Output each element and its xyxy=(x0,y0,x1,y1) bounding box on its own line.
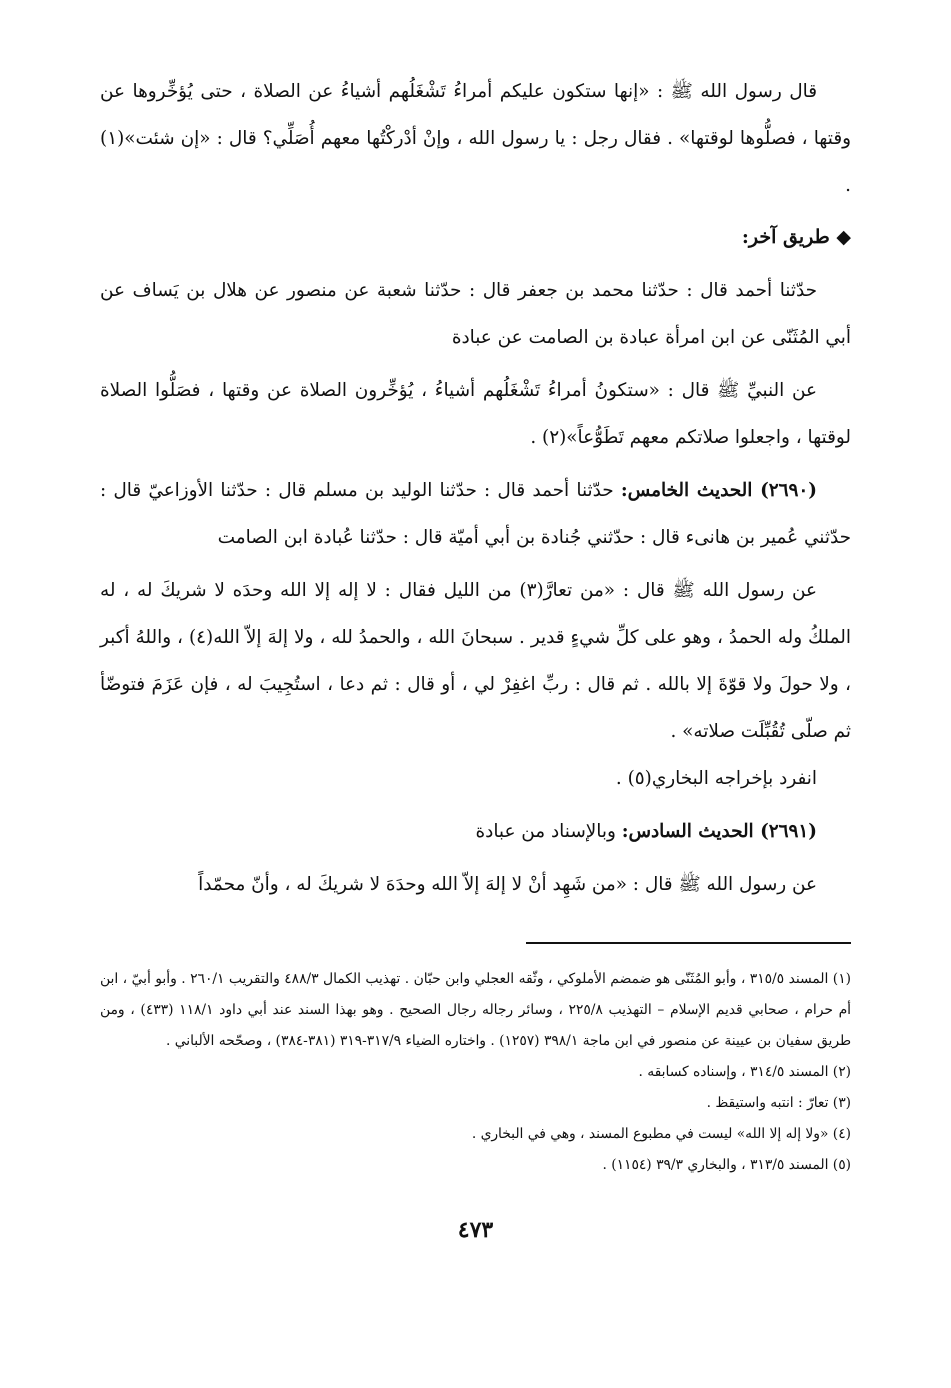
footnote-separator xyxy=(526,942,851,944)
isnad-paragraph-1: حدّثنا أحمد قال : حدّثنا محمد بن جعفر قال : حدّثنا شعبة عن منصور عن هلال بن يَساف عن أبي المُثَنّى عن ابن امرأة عبادة بن الصامت عن عبادة xyxy=(100,280,851,348)
hadith-2691-paragraph xyxy=(100,808,851,855)
page-number: ٤٧٣ xyxy=(457,1217,494,1243)
footnote-2: (٢) المسند ٣١٤/٥ ، وإسناده كسابقه . xyxy=(638,1064,851,1080)
hadith-paragraph-2: عن النبيِّ ﷺ قال : «ستكونُ أمراءُ تَشْغَلُهم أشياءُ ، يُؤخِّرون الصلاة عن وقتها ، فصَلُّوا الصلاة لوقتها ، واجعلوا صلاتكم معهم تَطَوُّعاً»(٢) . xyxy=(100,380,851,448)
takhrij-line: انفرد بإخراجه البخاري(٥) . xyxy=(615,768,817,789)
hadith-2690-paragraph xyxy=(100,467,851,561)
footnote-4: (٤) «ولا إله إلا الله» ليست في مطبوع المسند ، وهي في البخاري . xyxy=(471,1126,851,1142)
section-heading-another-route: ◆ طريق آخر: xyxy=(741,226,851,248)
hadith-2690-isnad: حدّثنا أحمد قال : حدّثنا الوليد بن مسلم قال : حدّثنا الأوزاعيّ قال : حدّثني عُمير بن هانىء قال : حدّثني جُنادة بن أبي أميّة قال : حدّثنا عُبادة ابن الصامت xyxy=(100,480,851,548)
footnote-5: (٥) المسند ٣١٣/٥ ، والبخاري ٣٩/٣ (١١٥٤) . xyxy=(602,1157,851,1173)
footnote-3: (٣) تعارّ : انتبه واستيقظ . xyxy=(706,1095,851,1111)
hadith-2691-label: (٢٦٩١) الحديث السادس: xyxy=(621,821,817,842)
hadith-paragraph-1: قال رسول الله ﷺ : «إنها ستكون عليكم أمراءُ تَشْغَلُهم أشياءُ عن الصلاة ، حتى يُؤخِّروها عن وقتها ، فصلُّوها لوقتها» . فقال رجل : يا رسول الله ، وإنْ أدْركْتُها معهم أُصَلِّي؟ قال : «إن شئت»(١) . xyxy=(100,81,851,196)
hadith-2690-label: (٢٦٩٠) الحديث الخامس: xyxy=(620,480,817,501)
hadith-2691-isnad: وبالإسناد من عبادة xyxy=(475,821,616,842)
footnote-1: (١) المسند ٣١٥/٥ ، وأبو المُثَنّى هو ضمضم الأملوكي ، وثّقه العجلي وابن حبّان . تهذيب الكمال ٤٨٨/٣ والتقريب ٢٦٠/١ . وأبو أبيّ ، ابن أم حرام ، صحابي قديم الإسلام – التهذيب ٢٢٥/٨ ، وسائر رجاله رجال الصحيح . وهو بهذا السند عند أبي داود ١١٨/١ (٤٣٣) ، ومن طريق سفيان بن عيينة عن منصور في ابن ماجة ٣٩٨/١ (١٢٥٧) . واختاره الضياء ٣١٧/٩-٣١٩ (٣٨١-٣٨٤) ، وصحّحه الألباني . xyxy=(100,971,851,1049)
hadith-paragraph-3: عن رسول الله ﷺ قال : «من تعارَّ(٣) من الليل فقال : لا إله إلا الله وحدَه لا شريكَ له ، له الملكُ وله الحمدُ ، وهو على كلِّ شيءٍ قدير . سبحانَ الله ، والحمدُ لله ، ولا إلهَ إلاّ الله(٤) ، واللهُ أكبر ، ولا حولَ ولا قوّةَ إلا بالله . ثم قال : ربِّ اغفِرْ لي ، أو قال : ثم دعا ، استُجِيبَ له ، فإن عَزَمَ فتوضّأ ثم صلّى تُقُبِّلَت صلاته» . xyxy=(100,580,851,742)
hadith-paragraph-4: عن رسول الله ﷺ قال : «من شَهِد أنْ لا إلهَ إلاّ الله وحدَهَ لا شريكَ له ، وأنّ محمّداً xyxy=(198,874,817,895)
footnotes xyxy=(100,964,851,1181)
